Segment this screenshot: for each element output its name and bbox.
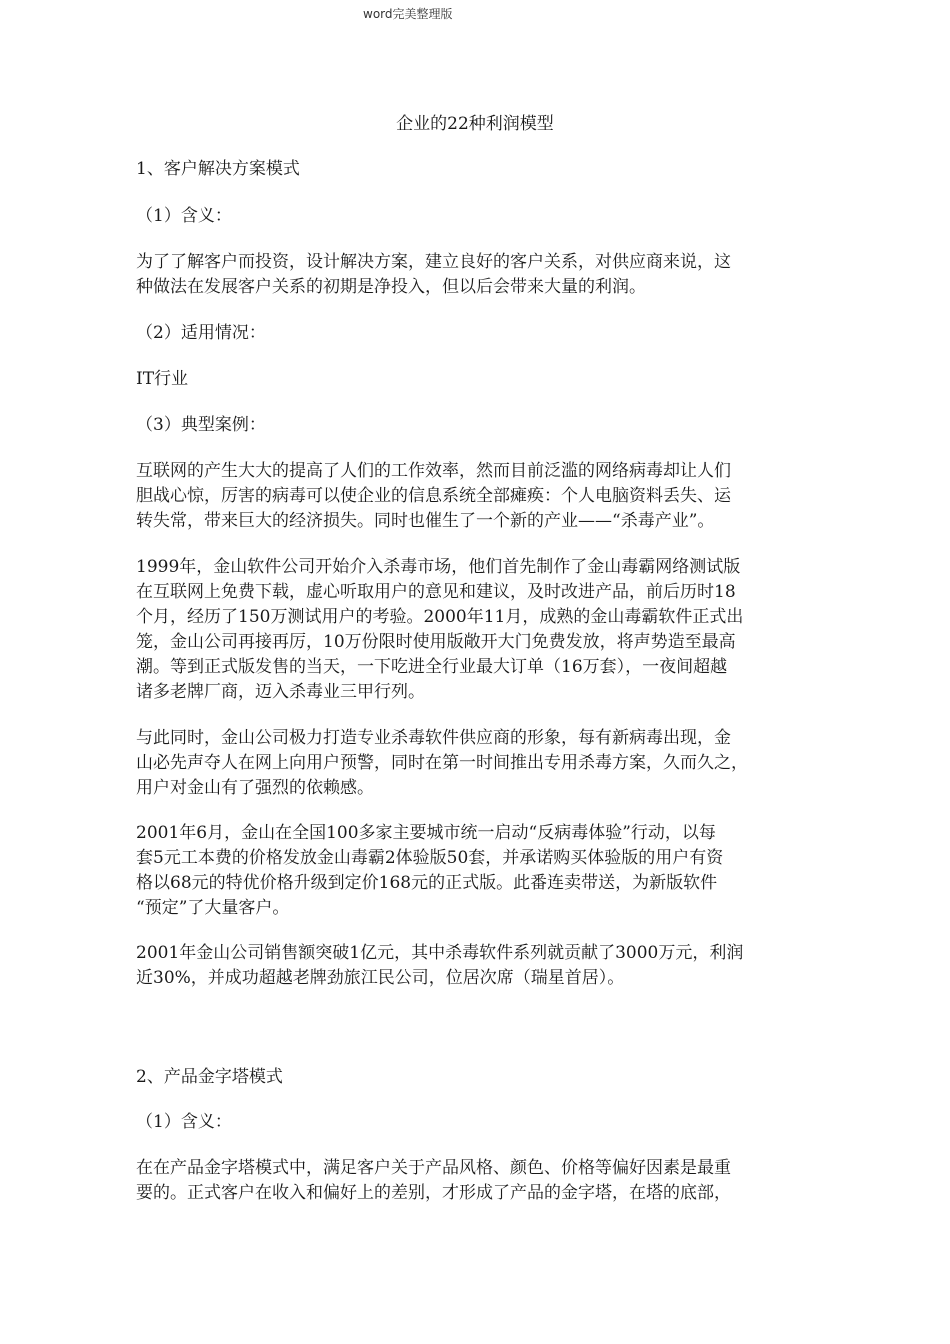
paragraph-line: 在在产品金字塔模式中，满足客户关于产品风格、颜色、价格等偏好因素是最重: [136, 1158, 731, 1178]
section-1-meaning-paragraph: [136, 250, 816, 300]
paragraph-line: 潮。等到正式版发售的当天，一下吃进全行业最大订单（16万套），一夜间超越: [136, 657, 728, 677]
paragraph-line: 2001年金山公司销售额突破1亿元，其中杀毒软件系列就贡献了3000万元，利润: [136, 943, 744, 963]
paragraph-line: 互联网的产生大大的提高了人们的工作效率，然而目前泛滥的网络病毒却让人们: [136, 461, 731, 481]
paragraph-line: 要的。正式客户在收入和偏好上的差别，才形成了产品的金字塔，在塔的底部，: [136, 1183, 731, 1203]
paragraph-line: 胆战心惊，厉害的病毒可以使企业的信息系统全部瘫痪：个人电脑资料丢失、运: [136, 486, 731, 506]
paragraph-line: 用户对金山有了强烈的依赖感。: [136, 778, 374, 798]
section-1-applicable-label: （2）适用情况：: [136, 323, 266, 343]
page-header: word完美整理版: [363, 7, 453, 21]
document-title: 企业的22种利润模型: [396, 114, 554, 134]
paragraph-line: 笼，金山公司再接再厉，10万份限时使用版敞开大门免费发放，将声势造至最高: [136, 632, 736, 652]
section-1-applicable-text: IT行业: [136, 369, 189, 389]
section-2-heading: 2、产品金字塔模式: [136, 1067, 283, 1087]
paragraph-line: 2001年6月，金山在全国100多家主要城市统一启动“反病毒体验”行动，以每: [136, 823, 716, 843]
section-1-heading: 1、客户解决方案模式: [136, 159, 300, 179]
section-1-meaning-label: （1）含义：: [136, 206, 232, 226]
case-paragraph-5: [136, 941, 816, 991]
paragraph-line: 在互联网上免费下载，虚心听取用户的意见和建议，及时改进产品，前后历时18: [136, 582, 736, 602]
case-paragraph-1: [136, 459, 816, 534]
paragraph-line: 套5元工本费的价格发放金山毒霸2体验版50套，并承诺购买体验版的用户有资: [136, 848, 724, 868]
paragraph-line: 1999年，金山软件公司开始介入杀毒市场，他们首先制作了金山毒霸网络测试版: [136, 557, 741, 577]
paragraph-line: 山必先声夺人在网上向用户预警，同时在第一时间推出专用杀毒方案，久而久之，: [136, 753, 748, 773]
case-paragraph-2: [136, 555, 816, 705]
paragraph-line: 诸多老牌厂商，迈入杀毒业三甲行列。: [136, 682, 425, 702]
paragraph-line: 个月，经历了150万测试用户的考验。2000年11月，成熟的金山毒霸软件正式出: [136, 607, 744, 627]
paragraph-line: 为了了解客户而投资，设计解决方案，建立良好的客户关系，对供应商来说，这: [136, 252, 731, 272]
paragraph-line: 种做法在发展客户关系的初期是净投入，但以后会带来大量的利润。: [136, 277, 646, 297]
case-paragraph-3: [136, 726, 816, 801]
section-1-case-label: （3）典型案例：: [136, 415, 266, 435]
section-2-meaning-paragraph: [136, 1156, 816, 1206]
case-paragraph-4: [136, 821, 816, 921]
paragraph-line: “预定”了大量客户。: [136, 898, 290, 918]
paragraph-line: 格以68元的特优价格升级到定价168元的正式版。此番连卖带送，为新版软件: [136, 873, 718, 893]
paragraph-line: 与此同时，金山公司极力打造专业杀毒软件供应商的形象，每有新病毒出现，金: [136, 728, 731, 748]
section-2-meaning-label: （1）含义：: [136, 1112, 232, 1132]
paragraph-line: 近30%，并成功超越老牌劲旅江民公司，位居次席（瑞星首居）。: [136, 968, 625, 988]
paragraph-line: 转失常，带来巨大的经济损失。同时也催生了一个新的产业——“杀毒产业”。: [136, 511, 715, 531]
